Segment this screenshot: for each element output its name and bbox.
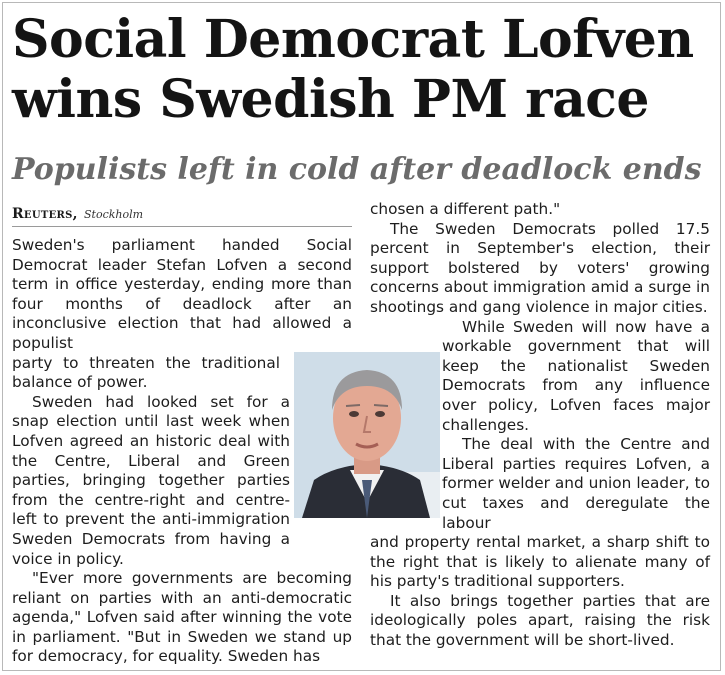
paragraph-1b: party to threaten the traditional balance of power.: [12, 353, 280, 392]
subheadline: Populists left in cold after deadlock ends: [12, 152, 702, 187]
paragraph-2: Sweden had looked set for a snap election until last week when Lofven agreed an historic deal with the Centre, Liberal and Green parties, bringing together parties from the centre-right and centre-left to prevent the anti-immigration Sweden Democrats from having a voice in policy.: [12, 392, 290, 568]
byline: [12, 205, 143, 224]
byline-dateline: Stockholm: [84, 208, 144, 221]
paragraph-7: It also brings together parties that are ideologically poles apart, raising the risk that the government will be short-lived.: [370, 591, 710, 650]
article-column-2: [370, 200, 710, 651]
headline-line-1: Social Democrat Lofven: [12, 9, 694, 70]
left-eye: [349, 411, 359, 417]
paragraph-4: The Sweden Democrats polled 17.5 percent in September's election, their support bolstered by voters' growing concerns about immigration amid a surge in shootings and gang violence in major cities.: [370, 219, 710, 316]
headline: [12, 10, 712, 130]
left-brow: [346, 405, 360, 406]
paragraph-1a: Sweden's parliament handed Social Democrat leader Stefan Lofven a second term in office yesterday, ending more than four months of deadlock after an inconclusive election that had allowed a populist: [12, 236, 352, 352]
byline-agency: Reuters,: [12, 206, 78, 222]
headline-line-2: wins Swedish PM race: [12, 69, 650, 130]
paragraph-5: While Sweden will now have a workable government that will keep the nationalist Sweden Democrats from any influence over policy, Lofven faces major challenges.: [442, 317, 710, 434]
paragraph-3: "Ever more governments are becoming reliant on parties with an anti-democratic agenda," Lofven said after winning the vote in parliament. "But in Sweden we stand up for democracy, for equality. Sweden has: [12, 569, 352, 666]
paragraph-6b: and property rental market, a sharp shift to the right that is likely to alienate many of his party's traditional supporters.: [370, 533, 710, 591]
paragraph-6a: The deal with the Centre and Liberal parties requires Lofven, a former welder and union leader, to cut taxes and deregulate the labour: [442, 435, 710, 532]
paragraph-continued: chosen a different path.": [370, 200, 561, 218]
byline-divider: [12, 226, 352, 227]
